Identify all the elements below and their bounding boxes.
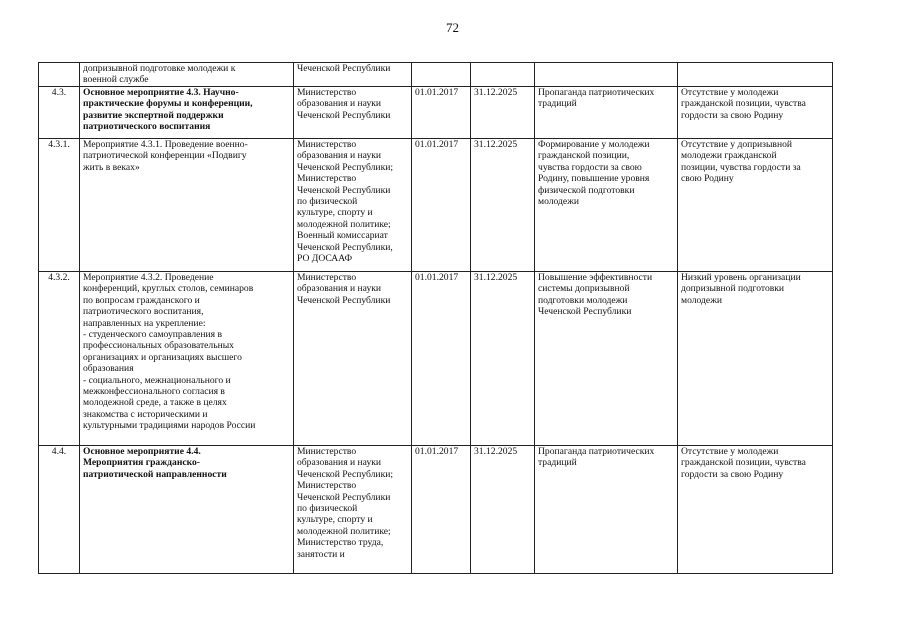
item-number-cell: 4.3. (39, 87, 80, 139)
executor-cell-line: Чеченской Республики (297, 109, 391, 121)
executor-cell-line: Министерство (297, 139, 357, 150)
end-date-cell: 31.12.2025 (471, 87, 535, 139)
activity-title-cell (80, 446, 294, 574)
end-date-cell: 31.12.2025 (471, 272, 535, 446)
table-row (39, 87, 833, 139)
expected-result-cell-line: Повышение эффективности (538, 272, 653, 283)
expected-result-cell-line: Пропаганда патриотических (538, 446, 655, 457)
activity-title-cell-line: межконфессионального согласия в (83, 386, 225, 398)
item-number-cell: 4.3.2. (39, 272, 80, 446)
activity-title-cell-line: жить в веках» (83, 161, 140, 173)
activity-title-cell (80, 87, 294, 139)
consequence-cell-line: Низкий уровень организации (681, 272, 801, 283)
executor-cell-line: Министерство (297, 446, 357, 457)
activity-title-cell-line: патриотической конференции «Подвигу (83, 150, 247, 162)
executor-cell (294, 446, 412, 574)
expected-result-cell (535, 87, 678, 139)
executor-cell-line: Чеченской Республики (297, 294, 391, 306)
expected-result-cell-line: Формирование у молодежи (538, 139, 650, 150)
start-date-cell: 01.01.2017 (412, 446, 471, 574)
table-row (39, 446, 833, 574)
activity-title-cell-line: культурными традициями народов России (83, 420, 256, 432)
start-date-cell: 01.01.2017 (412, 87, 471, 139)
consequence-cell-line: молодежи гражданской (681, 150, 777, 162)
executor-cell-line: образования и науки (297, 150, 382, 162)
executor-cell-line: Чеченской Республики (297, 63, 391, 74)
activity-title-cell-line: Мероприятие 4.3.2. Проведение (83, 272, 214, 283)
expected-result-cell-line: гражданской позиции, (538, 150, 630, 162)
activity-title-cell-line: - социального, межнационального и (83, 374, 231, 386)
expected-result-cell-line: традиций (538, 457, 577, 469)
activity-title-cell (80, 272, 294, 446)
consequence-cell-line: Отсутствие у молодежи (681, 446, 779, 457)
activity-title-cell-line: молодежной среде, а также в целях (83, 397, 227, 409)
end-date-cell: 31.12.2025 (471, 446, 535, 574)
table-row (39, 63, 833, 87)
consequence-cell-line: гордости за свою Родину (681, 109, 784, 121)
activity-title-cell-line: патриотического воспитания (83, 121, 211, 133)
end-date-cell: 31.12.2025 (471, 139, 535, 272)
executor-cell-line: по физической (297, 503, 358, 515)
executor-cell (294, 87, 412, 139)
executor-cell-line: молодежной политике; (297, 218, 391, 230)
consequence-cell-line: Отсутствие у молодежи (681, 87, 779, 98)
executor-cell-line: Чеченской Республики; (297, 161, 394, 173)
consequence-cell (678, 87, 833, 139)
page-number: 72 (446, 20, 459, 35)
expected-result-cell-line: чувства гордости за свою (538, 161, 642, 173)
activity-title-cell-line: патриотической направленности (83, 468, 227, 480)
start-date-cell: 01.01.2017 (412, 272, 471, 446)
expected-result-cell-line: подготовки молодежи (538, 294, 628, 306)
consequence-cell-line: молодежи (681, 294, 722, 306)
program-activities-table (38, 62, 833, 574)
item-number-cell: 4.4. (39, 446, 80, 574)
activity-title-cell-line: образования (83, 363, 134, 375)
consequence-cell (678, 272, 833, 446)
activity-title-cell-line: организациях и организациях высшего (83, 351, 242, 363)
activity-title-cell-line: военной службе (83, 74, 149, 86)
activity-title-cell-line: Основное мероприятие 4.3. Научно- (83, 87, 239, 98)
executor-cell (294, 272, 412, 446)
item-number-cell: 4.3.1. (39, 139, 80, 272)
activity-title-cell-line: знакомства с историческими и (83, 408, 208, 420)
executor-cell-line: Министерство (297, 87, 357, 98)
table-row (39, 139, 833, 272)
executor-cell-line: образования и науки (297, 98, 382, 110)
table-row (39, 272, 833, 446)
executor-cell-line: по физической (297, 196, 358, 208)
expected-result-cell (535, 63, 678, 87)
executor-cell-line: Чеченской Республики, (297, 241, 393, 253)
activity-title-cell-line: Мероприятия гражданско- (83, 457, 201, 469)
executor-cell-line: образования и науки (297, 457, 382, 469)
executor-cell-line: культуре, спорту и (297, 207, 373, 219)
executor-cell-line: Чеченской Республики (297, 491, 391, 503)
executor-cell-line: Министерство (297, 480, 357, 492)
executor-cell-line: Чеченской Республики (297, 184, 391, 196)
consequence-cell-line: свою Родину (681, 173, 734, 185)
executor-cell-line: культуре, спорту и (297, 514, 373, 526)
table-body (39, 63, 833, 574)
executor-cell-line: молодежной политике; (297, 525, 391, 537)
activity-title-cell-line: Основное мероприятие 4.4. (83, 446, 201, 457)
activity-title-cell-line: допризывной подготовке молодежи к (83, 63, 236, 74)
executor-cell-line: Министерство (297, 272, 357, 283)
consequence-cell-line: гражданской позиции, чувства (681, 457, 806, 469)
end-date-cell (471, 63, 535, 87)
executor-cell-line: Чеченской Республики; (297, 468, 394, 480)
expected-result-cell-line: физической подготовки (538, 184, 635, 196)
activity-title-cell-line: патриотического воспитания, (83, 306, 204, 318)
expected-result-cell-line: Родину, повышение уровня (538, 173, 650, 185)
expected-result-cell-line: Пропаганда патриотических (538, 87, 655, 98)
activity-title-cell-line: практические форумы и конференции, (83, 98, 253, 110)
start-date-cell (412, 63, 471, 87)
executor-cell (294, 139, 412, 272)
expected-result-cell (535, 272, 678, 446)
start-date-cell: 01.01.2017 (412, 139, 471, 272)
activity-title-cell (80, 63, 294, 87)
activity-title-cell-line: - студенческого самоуправления в (83, 329, 223, 341)
executor-cell-line: Министерство труда, (297, 537, 384, 549)
consequence-cell-line: Отсутствие у допризывной (681, 139, 793, 150)
expected-result-cell-line: Чеченской Республики (538, 306, 632, 318)
activity-title-cell-line: по вопросам гражданского и (83, 294, 200, 306)
executor-cell-line: Министерство (297, 173, 357, 185)
consequence-cell-line: позиции, чувства гордости за (681, 161, 801, 173)
consequence-cell (678, 63, 833, 87)
expected-result-cell (535, 446, 678, 574)
consequence-cell (678, 446, 833, 574)
expected-result-cell-line: молодежи (538, 196, 579, 208)
executor-cell-line: образования и науки (297, 283, 382, 295)
executor-cell-line: Военный комиссариат (297, 230, 388, 242)
activity-title-cell (80, 139, 294, 272)
expected-result-cell-line: традиций (538, 98, 577, 110)
expected-result-cell-line: системы допризывной (538, 283, 630, 295)
item-number-cell (39, 63, 80, 87)
expected-result-cell (535, 139, 678, 272)
activity-title-cell-line: конференций, круглых столов, семинаров (83, 283, 254, 295)
executor-cell (294, 63, 412, 87)
consequence-cell-line: гордости за свою Родину (681, 468, 784, 480)
executor-cell-line: РО ДОСААФ (297, 253, 353, 265)
consequence-cell-line: допризывной подготовки (681, 283, 785, 295)
consequence-cell (678, 139, 833, 272)
activity-title-cell-line: развитие экспертной поддержки (83, 109, 224, 121)
activity-title-cell-line: направленных на укрепление: (83, 317, 206, 329)
executor-cell-line: занятости и (297, 548, 345, 560)
activity-title-cell-line: профессиональных образовательных (83, 340, 234, 352)
activity-title-cell-line: Мероприятие 4.3.1. Проведение военно- (83, 139, 248, 150)
consequence-cell-line: гражданской позиции, чувства (681, 98, 806, 110)
